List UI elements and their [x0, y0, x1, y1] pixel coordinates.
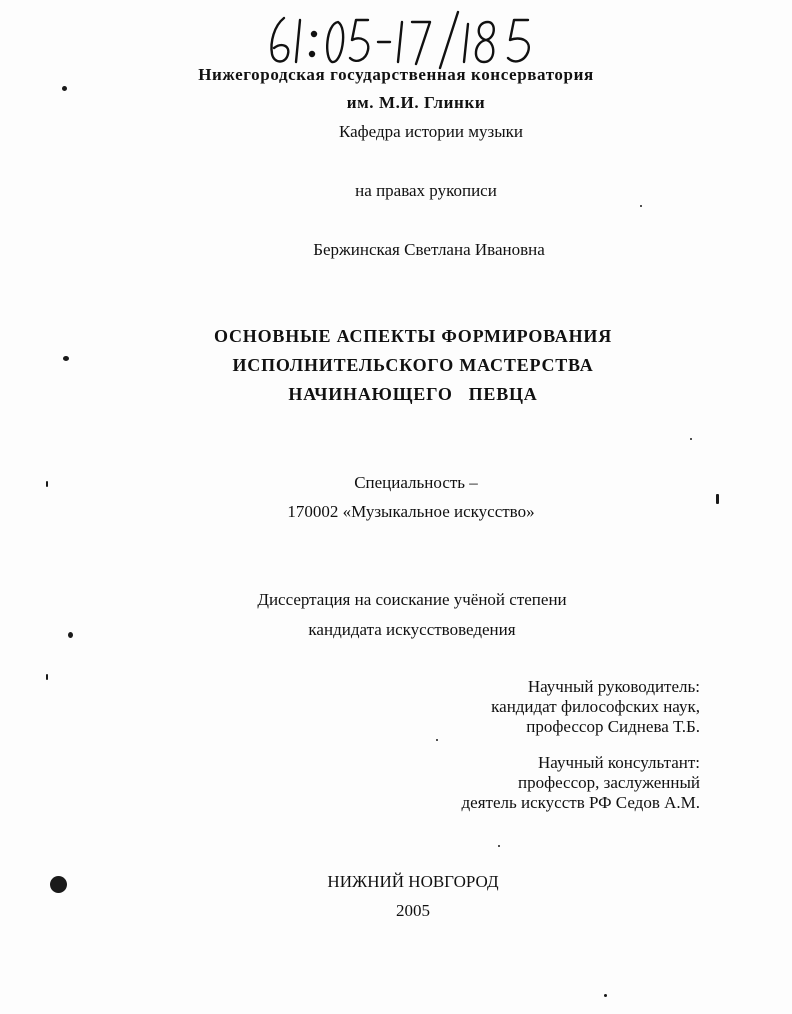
- scan-speck: [46, 674, 48, 680]
- city: НИЖНИЙ НОВГОРОД: [327, 872, 499, 891]
- scan-speck: [498, 845, 500, 847]
- dissertation-title-line-2: ИСПОЛНИТЕЛЬСКОГО МАСТЕРСТВА: [232, 355, 594, 375]
- specialty-code: 170002 «Музыкальное искусство»: [287, 502, 535, 521]
- manuscript-note: на правах рукописи: [355, 181, 497, 200]
- scan-speck: [68, 632, 73, 638]
- scan-speck: [46, 481, 48, 487]
- scan-speck: [62, 86, 67, 91]
- supervisor-label: Научный руководитель:: [527, 677, 700, 696]
- supervisor-name: профессор Сиднева Т.Б.: [526, 717, 700, 736]
- scan-speck: [690, 438, 692, 440]
- scan-speck: [604, 994, 607, 997]
- specialty-label: Специальность –: [354, 473, 478, 492]
- supervisor-degree: кандидат философских наук,: [491, 697, 700, 716]
- scan-speck: [640, 205, 642, 207]
- consultant-title: профессор, заслуженный: [517, 773, 700, 792]
- author-name: Бержинская Светлана Ивановна: [313, 240, 545, 259]
- year: 2005: [396, 901, 430, 920]
- institution-name: Нижегородская государственная консерватория: [198, 65, 594, 84]
- scan-speck: [716, 494, 719, 504]
- consultant-label: Научный консультант:: [538, 753, 700, 772]
- degree-line-1: Диссертация на соискание учёной степени: [257, 590, 567, 609]
- scan-speck: [436, 739, 438, 741]
- consultant-name: деятель искусств РФ Седов А.М.: [461, 793, 700, 812]
- institution-named-after: им. М.И. Глинки: [346, 93, 486, 112]
- department-name: Кафедра истории музыки: [339, 122, 523, 141]
- dissertation-title-line-3: НАЧИНАЮЩЕГО ПЕВЦА: [288, 384, 538, 404]
- dissertation-title-line-1: ОСНОВНЫЕ АСПЕКТЫ ФОРМИРОВАНИЯ: [213, 326, 613, 346]
- punch-hole-mark: [50, 876, 67, 893]
- scan-speck: [63, 356, 69, 361]
- degree-line-2: кандидата искусствоведения: [308, 620, 516, 639]
- handwritten-catalog-number: [262, 8, 542, 70]
